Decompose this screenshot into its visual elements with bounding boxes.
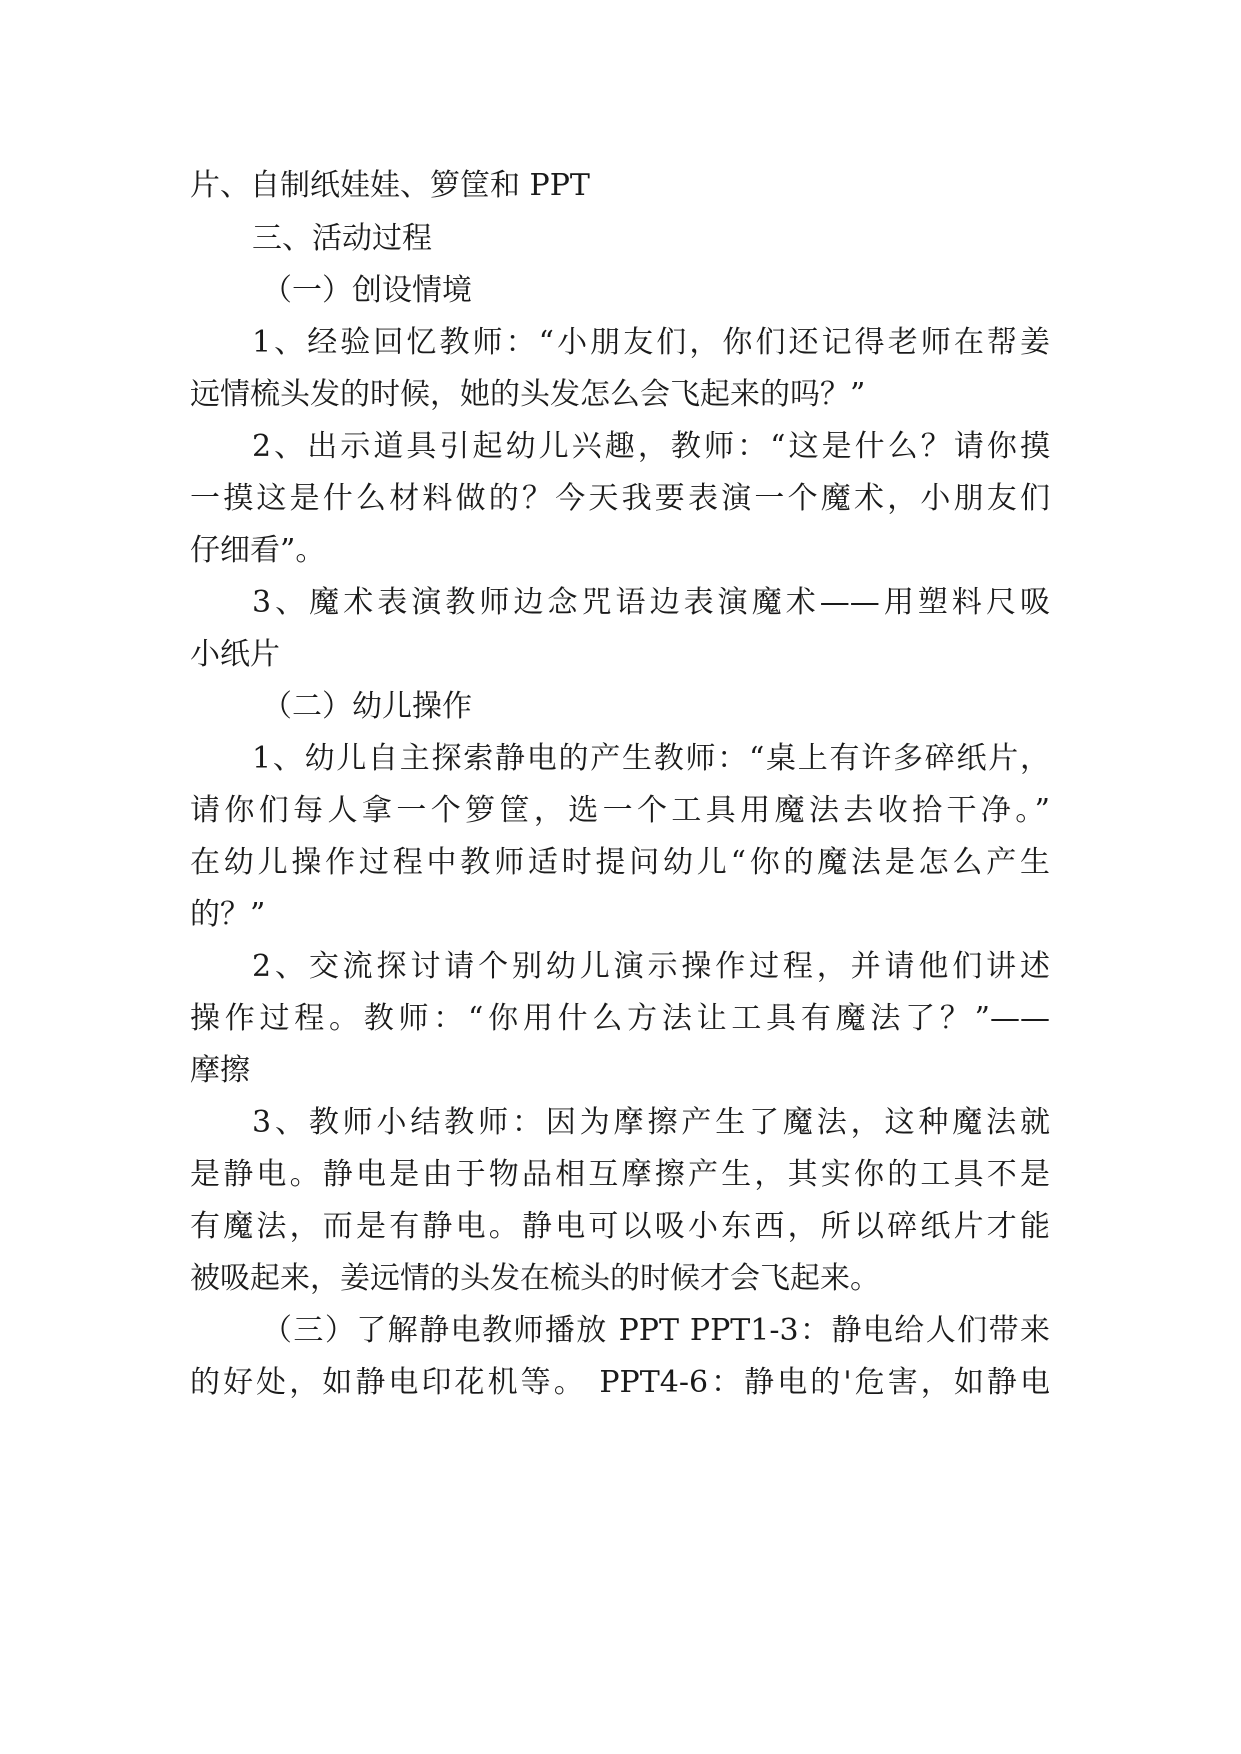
paragraph-line: 3、魔术表演教师边念咒语边表演魔术——用塑料尺吸: [252, 585, 1050, 620]
paragraph-line: 被吸起来，姜远情的头发在梳头的时候才会飞起来。: [190, 1261, 880, 1296]
paragraph-line: 的？”: [190, 897, 266, 932]
paragraph-line: 操作过程。教师：“你用什么方法让工具有魔法了？”——: [190, 1001, 1050, 1036]
paragraph-line: 一摸这是什么材料做的？今天我要表演一个魔术，小朋友们: [190, 481, 1050, 516]
subheading-understand-static: （三）了解静电教师播放 PPT PPT1-3：静电给人们带来: [262, 1313, 1050, 1348]
paragraph-line: 3、教师小结教师：因为摩擦产生了魔法，这种魔法就: [252, 1105, 1050, 1140]
paragraph-line: 的好处，如静电印花机等。 PPT4-6：静电的'危害，如静电: [190, 1365, 1050, 1400]
paragraph-line: 在幼儿操作过程中教师适时提问幼儿“你的魔法是怎么产生: [190, 845, 1050, 880]
paragraph-line: 仔细看”。: [190, 533, 326, 568]
subheading-child-operation: （二）幼儿操作: [262, 689, 472, 724]
paragraph-line: 2、交流探讨请个别幼儿演示操作过程，并请他们讲述: [252, 949, 1050, 984]
paragraph-line: 小纸片: [190, 637, 280, 672]
paragraph-line: 是静电。静电是由于物品相互摩擦产生，其实你的工具不是: [190, 1157, 1050, 1192]
paragraph-line: 有魔法，而是有静电。静电可以吸小东西，所以碎纸片才能: [190, 1209, 1050, 1244]
paragraph-line: 远情梳头发的时候，她的头发怎么会飞起来的吗？”: [190, 377, 866, 412]
subheading-create-scenario: （一）创设情境: [262, 273, 472, 308]
paragraph-line: 请你们每人拿一个箩筐，选一个工具用魔法去收拾干净。”: [190, 793, 1050, 828]
paragraph-line: 1、经验回忆教师：“小朋友们，你们还记得老师在帮姜: [252, 325, 1050, 360]
paragraph-line: 摩擦: [190, 1053, 250, 1088]
paragraph-line: 2、出示道具引起幼儿兴趣，教师：“这是什么？请你摸: [252, 429, 1050, 464]
section-heading-activity-process: 三、活动过程: [252, 221, 432, 256]
text-line-materials-end: 片、自制纸娃娃、箩筐和 PPT: [190, 168, 590, 203]
paragraph-line: 1、幼儿自主探索静电的产生教师：“桌上有许多碎纸片，: [252, 741, 1050, 776]
